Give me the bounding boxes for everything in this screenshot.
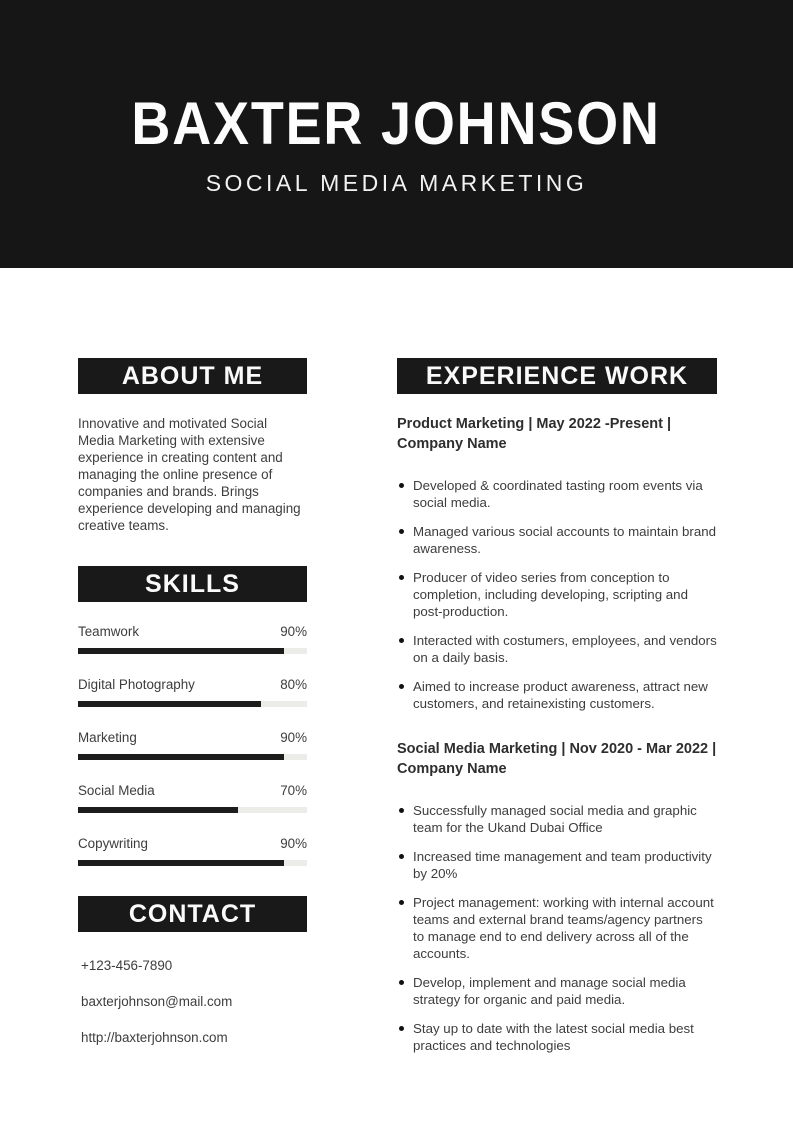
skill-percent: 90% — [280, 730, 307, 745]
job-bullet — [397, 632, 717, 666]
skill-progress-track — [78, 701, 307, 707]
bullet-text: Interacted with costumers, employees, and vendors on a daily basis. — [413, 633, 717, 665]
bullet-dot-icon — [399, 529, 404, 534]
skill-row — [78, 783, 307, 813]
skill-progress-track — [78, 754, 307, 760]
skill-progress-track — [78, 860, 307, 866]
skill-label: Copywriting — [78, 836, 148, 851]
skills-list — [78, 624, 307, 866]
jobs-list — [397, 414, 717, 1054]
skill-row — [78, 836, 307, 866]
skill-progress-fill — [78, 754, 284, 760]
job-bullet — [397, 1020, 717, 1054]
skill-progress-fill — [78, 701, 261, 707]
contact-section — [78, 896, 307, 1045]
skill-row — [78, 730, 307, 760]
skill-progress-track — [78, 648, 307, 654]
skill-progress-fill — [78, 648, 284, 654]
bullet-text: Successfully managed social media and graphic team for the Ukand Dubai Office — [413, 803, 697, 835]
bullet-dot-icon — [399, 854, 404, 859]
skill-percent: 80% — [280, 677, 307, 692]
job-entry — [397, 414, 717, 712]
contact-item: baxterjohnson@mail.com — [81, 994, 233, 1009]
bullet-dot-icon — [399, 483, 404, 488]
skill-progress-track — [78, 807, 307, 813]
job-bullets — [397, 802, 717, 1054]
skills-heading: SKILLS — [78, 566, 307, 602]
about-section — [78, 358, 307, 534]
job-bullet — [397, 974, 717, 1008]
job-bullet — [397, 678, 717, 712]
job-title: Product Marketing | May 2022 -Present | Company Name — [397, 416, 672, 452]
skill-row — [78, 624, 307, 654]
skill-percent: 70% — [280, 783, 307, 798]
resume-header — [0, 0, 793, 268]
bullet-dot-icon — [399, 1026, 404, 1031]
left-column — [78, 358, 307, 1054]
about-text: Innovative and motivated Social Media Marketing with extensive experience in creating content and managing the online presence of companies and brands. Brings experience developing and managing creative teams. — [78, 416, 301, 533]
bullet-text: Aimed to increase product awareness, attract new customers, and retainexisting customers. — [413, 679, 708, 711]
bullet-text: Stay up to date with the latest social media best practices and technologies — [413, 1021, 694, 1053]
bullet-dot-icon — [399, 638, 404, 643]
bullet-text: Increased time management and team productivity by 20% — [413, 849, 712, 881]
job-bullet — [397, 569, 717, 620]
bullet-text: Project management: working with internal account teams and external brand teams/agency partners to manage end to end delivery across all of the accounts. — [413, 895, 714, 961]
bullet-dot-icon — [399, 808, 404, 813]
bullet-dot-icon — [399, 980, 404, 985]
bullet-text: Develop, implement and manage social media strategy for organic and paid media. — [413, 975, 686, 1007]
skill-label: Social Media — [78, 783, 155, 798]
bullet-dot-icon — [399, 684, 404, 689]
job-bullet — [397, 802, 717, 836]
job-title: Social Media Marketing | Nov 2020 - Mar 2022 | Company Name — [397, 741, 717, 777]
skill-percent: 90% — [280, 836, 307, 851]
skill-label: Digital Photography — [78, 677, 195, 692]
bullet-text: Managed various social accounts to maintain brand awareness. — [413, 524, 717, 556]
bullet-text: Producer of video series from conception to completion, including developing, scripting and post-production. — [413, 570, 688, 619]
skill-row — [78, 677, 307, 707]
person-role-subtitle: SOCIAL MEDIA MARKETING — [205, 169, 588, 196]
job-bullet — [397, 894, 717, 962]
job-bullet — [397, 523, 717, 557]
skills-section — [78, 566, 307, 866]
bullet-dot-icon — [399, 575, 404, 580]
skill-percent: 90% — [280, 624, 307, 639]
job-bullets — [397, 477, 717, 712]
job-entry — [397, 739, 717, 1054]
contact-list — [78, 958, 307, 1045]
skill-progress-fill — [78, 807, 238, 813]
job-bullet — [397, 477, 717, 511]
bullet-text: Developed & coordinated tasting room events via social media. — [413, 478, 703, 510]
contact-heading: CONTACT — [78, 896, 307, 932]
experience-column — [397, 358, 717, 1054]
experience-heading: EXPERIENCE WORK — [397, 358, 717, 394]
contact-item: +123-456-7890 — [81, 958, 173, 973]
job-bullet — [397, 848, 717, 882]
about-heading: ABOUT ME — [78, 358, 307, 394]
skill-label: Teamwork — [78, 624, 140, 639]
skill-progress-fill — [78, 860, 284, 866]
resume-body — [0, 268, 793, 1054]
bullet-dot-icon — [399, 900, 404, 905]
skill-label: Marketing — [78, 730, 137, 745]
contact-item: http://baxterjohnson.com — [81, 1030, 228, 1045]
person-name: BAXTER JOHNSON — [131, 89, 662, 157]
